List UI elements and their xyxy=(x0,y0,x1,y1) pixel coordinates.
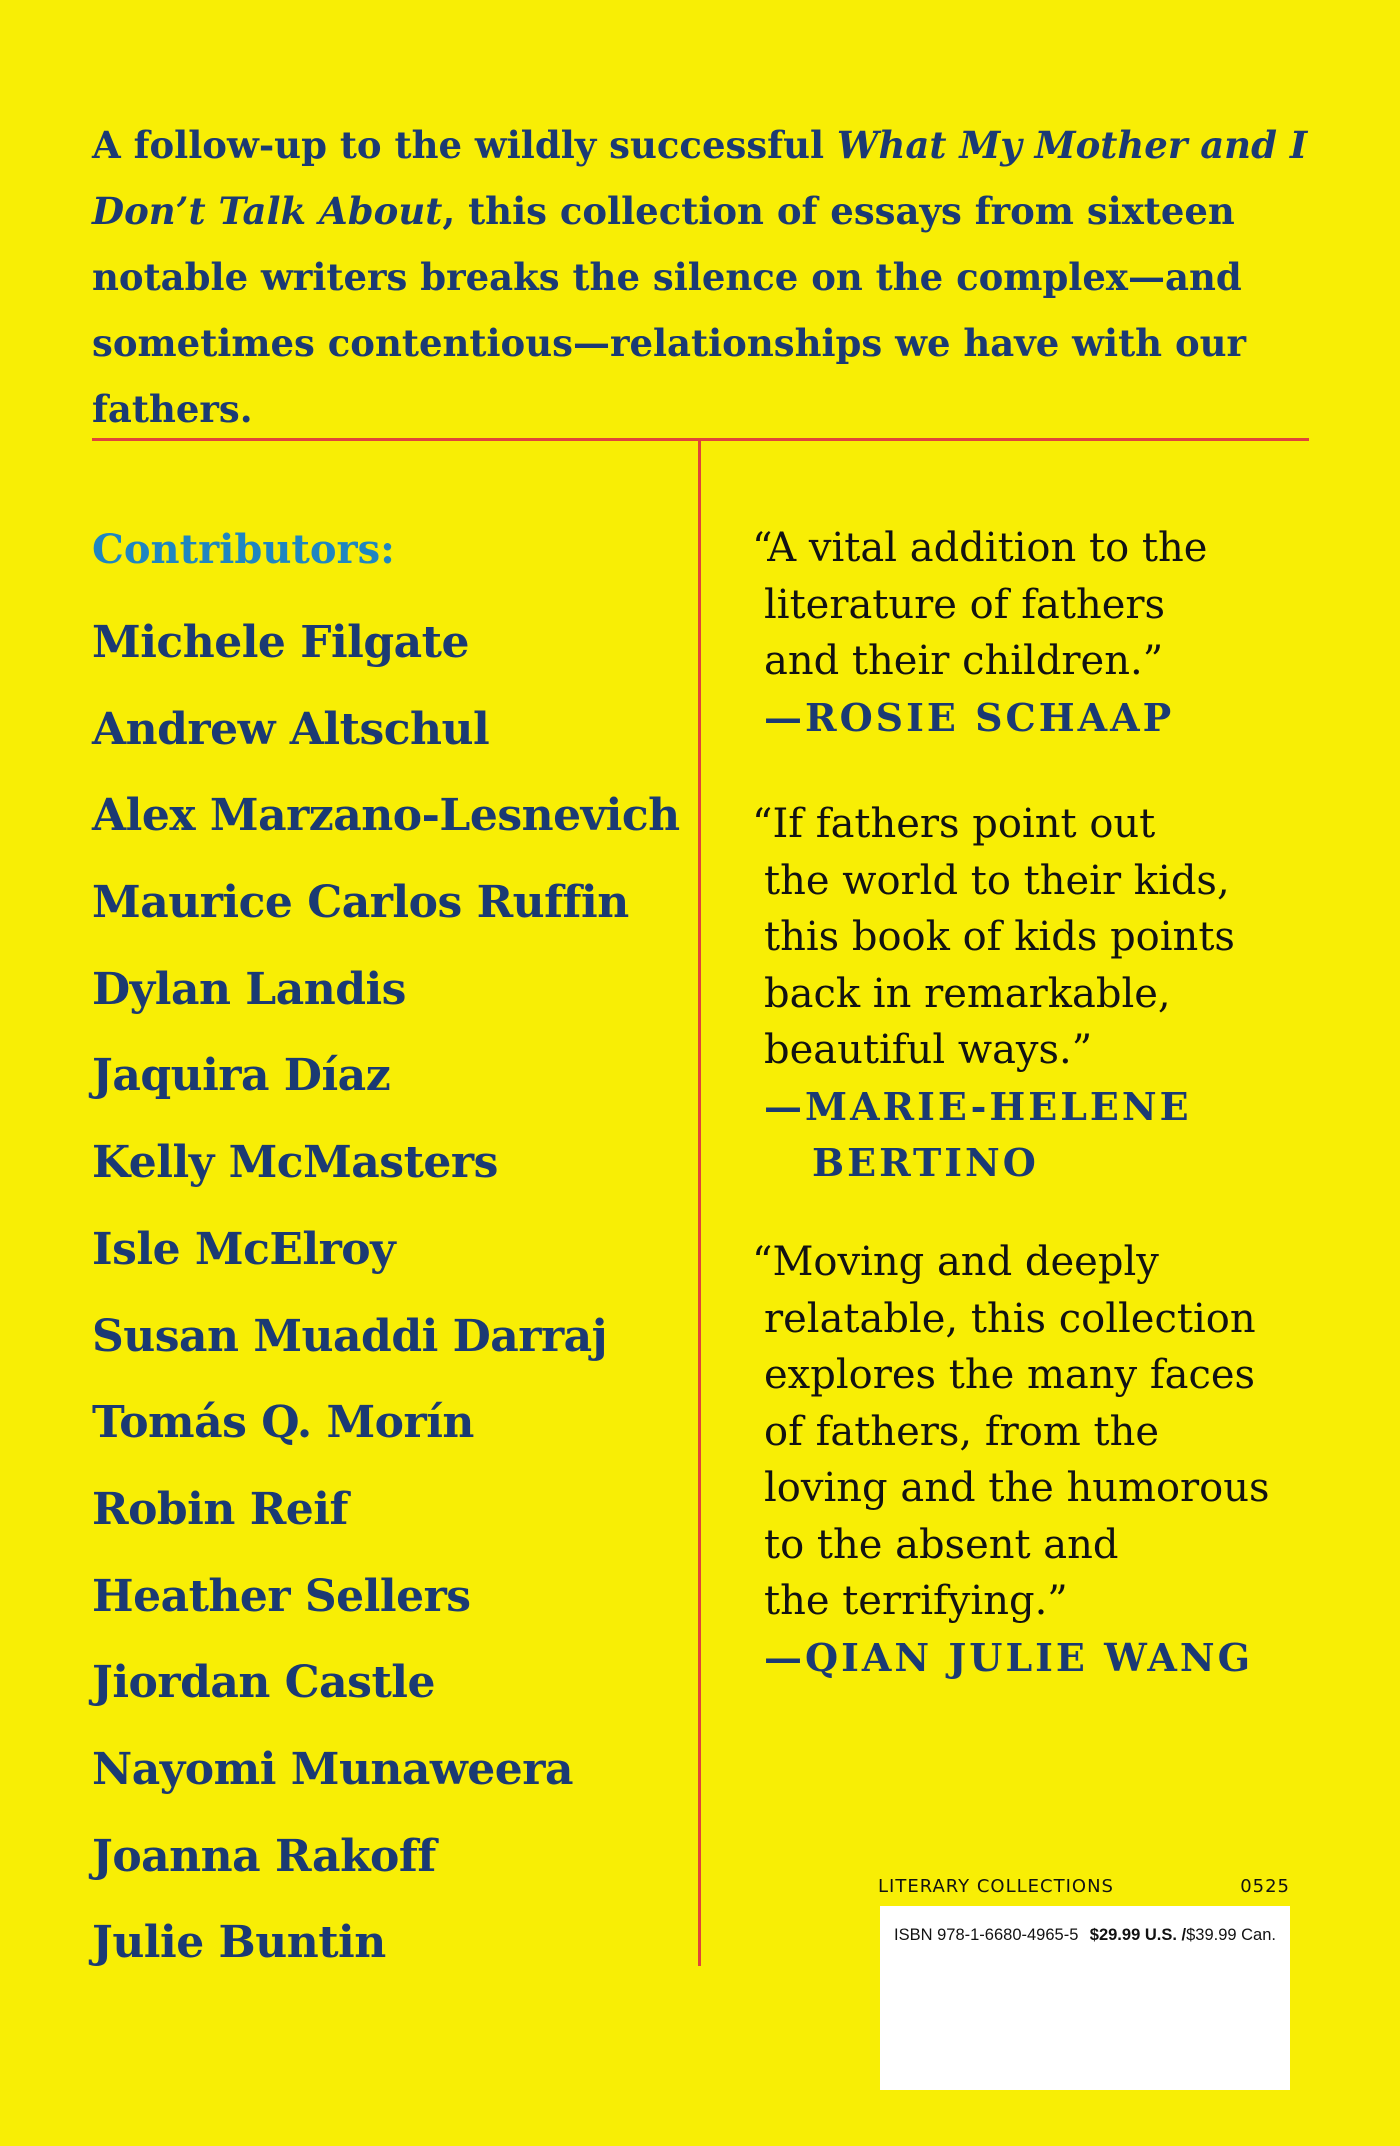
blurb-quote: “If fathers point out the world to their kids, this book of kids points back in remarkable, beautiful ways.” xyxy=(752,801,1235,1073)
contributor-name: Dylan Landis xyxy=(92,963,406,1015)
blurb-attribution: —MARIE-HELENE BERTINO xyxy=(764,1083,1192,1185)
contributor-name: Isle McElroy xyxy=(92,1223,396,1275)
contributor-name: Jiordan Castle xyxy=(92,1657,435,1709)
category-code: 0525 xyxy=(1240,1876,1290,1897)
blurb-rosie-schaap xyxy=(752,520,1207,746)
contributor-name: Heather Sellers xyxy=(92,1570,471,1622)
contributor-name: Michele Filgate xyxy=(92,617,469,668)
blurb-attribution: —ROSIE SCHAAP xyxy=(764,694,1175,740)
price-can: $39.99 Can. xyxy=(1186,1926,1276,1944)
vertical-divider xyxy=(698,440,701,1966)
barcode-header xyxy=(878,1876,1290,1897)
contributor-name: Joanna Rakoff xyxy=(92,1830,436,1882)
contributors-heading: Contributors: xyxy=(92,526,395,573)
blurb-qian-julie-wang xyxy=(752,1234,1270,1686)
intro-book-title: What My Mother and I Don’t Talk About xyxy=(92,123,1308,233)
price-us: $29.99 U.S. / xyxy=(1089,1926,1187,1944)
blurb-quote: “A vital addition to the literature of fathers and their children.” xyxy=(752,525,1208,684)
price xyxy=(1090,1926,1276,1945)
contributor-name: Robin Reif xyxy=(92,1483,348,1535)
book-category: LITERARY COLLECTIONS xyxy=(878,1876,1114,1897)
contributor-name: Susan Muaddi Darraj xyxy=(92,1310,608,1362)
contributor-name: Julie Buntin xyxy=(92,1917,386,1969)
barcode-box xyxy=(880,1906,1290,2090)
contributor-name: Tomás Q. Morín xyxy=(92,1397,474,1449)
blurb-quote: “Moving and deeply relatable, this collection explores the many faces of fathers, from the loving and the humorous to the absent and the terrifying.” xyxy=(752,1239,1270,1624)
contributor-name: Alex Marzano-Lesnevich xyxy=(92,790,680,842)
blurb-attribution: —QIAN JULIE WANG xyxy=(764,1634,1254,1680)
contributor-name: Nayomi Munaweera xyxy=(92,1743,573,1795)
blurb-marie-helene-bertino xyxy=(752,796,1352,1192)
intro-text-after: , this collection of essays from sixteen notable writers breaks the silence on the complex—and sometimes contentious—relationships we have with our fathers. xyxy=(92,189,1247,431)
isbn: ISBN 978-1-6680-4965-5 xyxy=(894,1926,1079,1944)
intro-text-before: A follow-up to the wildly successful xyxy=(92,123,837,167)
contributor-name: Jaquira Díaz xyxy=(92,1050,391,1102)
contributor-name: Andrew Altschul xyxy=(92,703,490,755)
isbn-price-line xyxy=(894,1926,1276,1945)
intro-paragraph xyxy=(92,112,1332,442)
contributors-list xyxy=(92,600,680,1987)
contributor-name: Kelly McMasters xyxy=(92,1137,498,1189)
contributor-name: Maurice Carlos Ruffin xyxy=(92,877,629,929)
